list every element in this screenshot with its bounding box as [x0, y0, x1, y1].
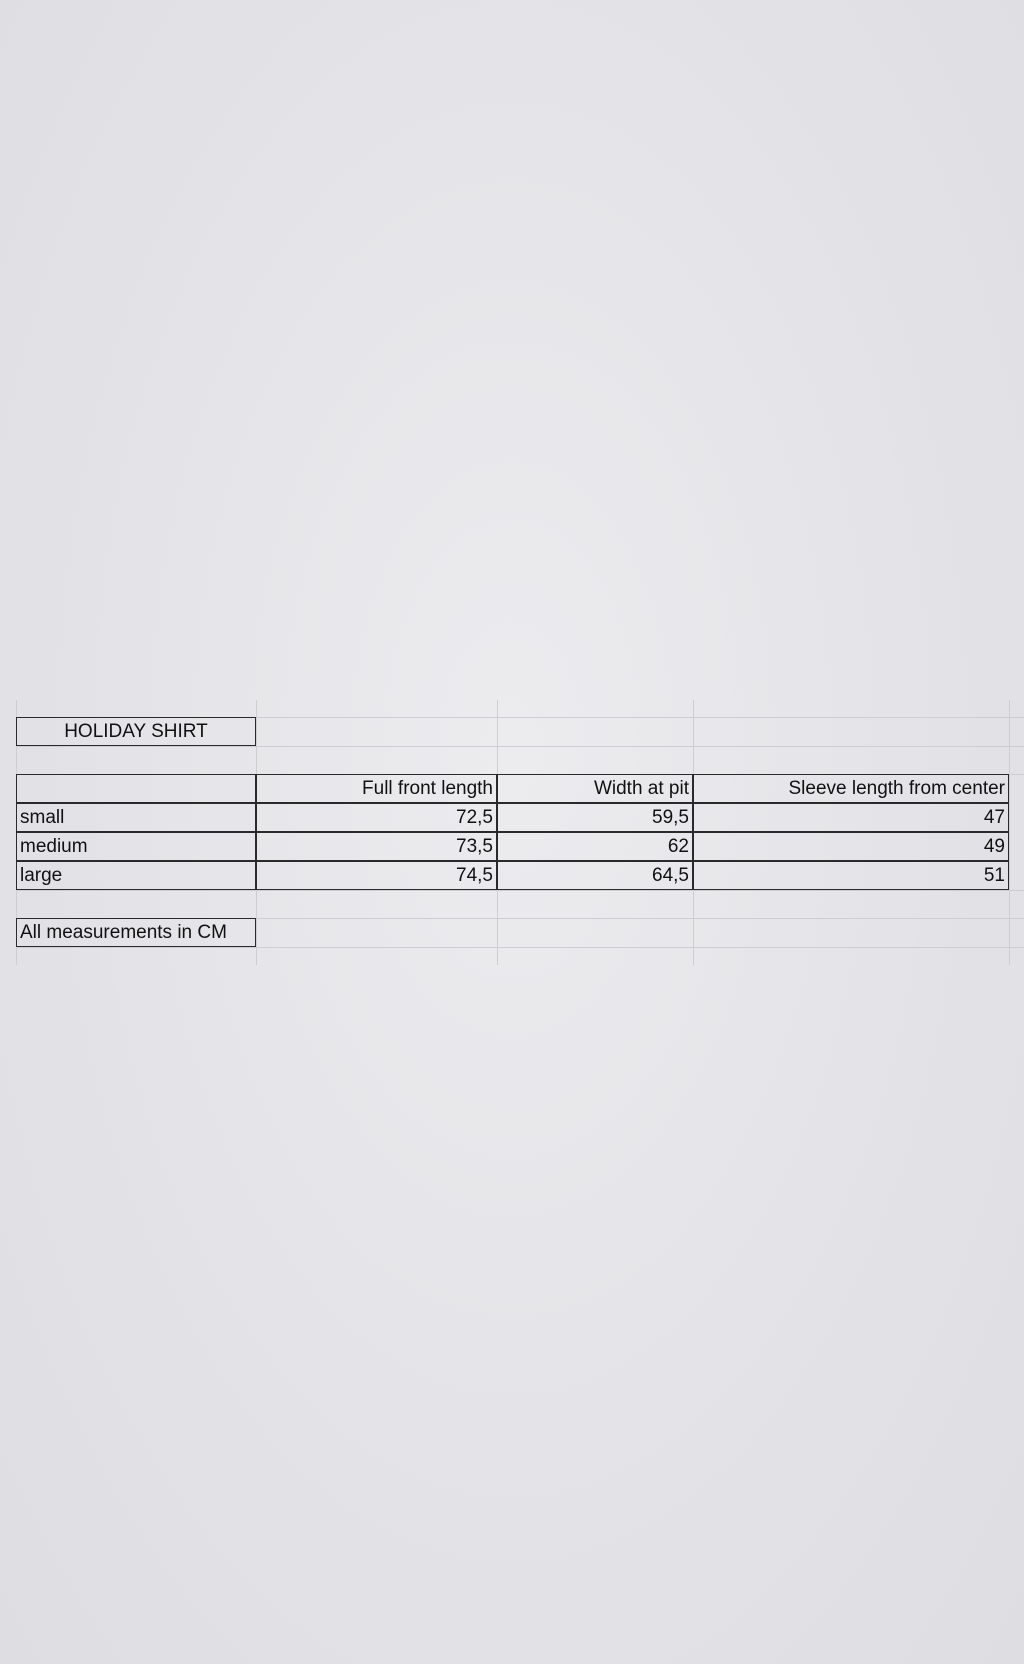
cell-value[interactable]: 62	[497, 832, 693, 861]
cell-value[interactable]: 49	[693, 832, 1009, 861]
sheet-title[interactable]: HOLIDAY SHIRT	[16, 717, 256, 746]
spreadsheet-area	[0, 700, 1024, 965]
gridline	[16, 947, 1024, 948]
cell-value[interactable]: 51	[693, 861, 1009, 890]
measurement-note[interactable]: All measurements in CM	[16, 918, 256, 947]
size-label-medium[interactable]: medium	[16, 832, 256, 861]
cell-value[interactable]: 47	[693, 803, 1009, 832]
cell-value[interactable]: 73,5	[256, 832, 497, 861]
gridline	[16, 890, 1024, 891]
size-label-small[interactable]: small	[16, 803, 256, 832]
gridline	[1009, 700, 1010, 965]
cell-value[interactable]: 59,5	[497, 803, 693, 832]
cell-value[interactable]: 72,5	[256, 803, 497, 832]
cell-value[interactable]: 64,5	[497, 861, 693, 890]
cell-value[interactable]: 74,5	[256, 861, 497, 890]
header-sleeve-length[interactable]: Sleeve length from center	[693, 774, 1009, 803]
header-width-at-pit[interactable]: Width at pit	[497, 774, 693, 803]
size-label-large[interactable]: large	[16, 861, 256, 890]
header-cell-empty[interactable]	[16, 774, 256, 803]
header-full-front-length[interactable]: Full front length	[256, 774, 497, 803]
gridline	[16, 746, 1024, 747]
